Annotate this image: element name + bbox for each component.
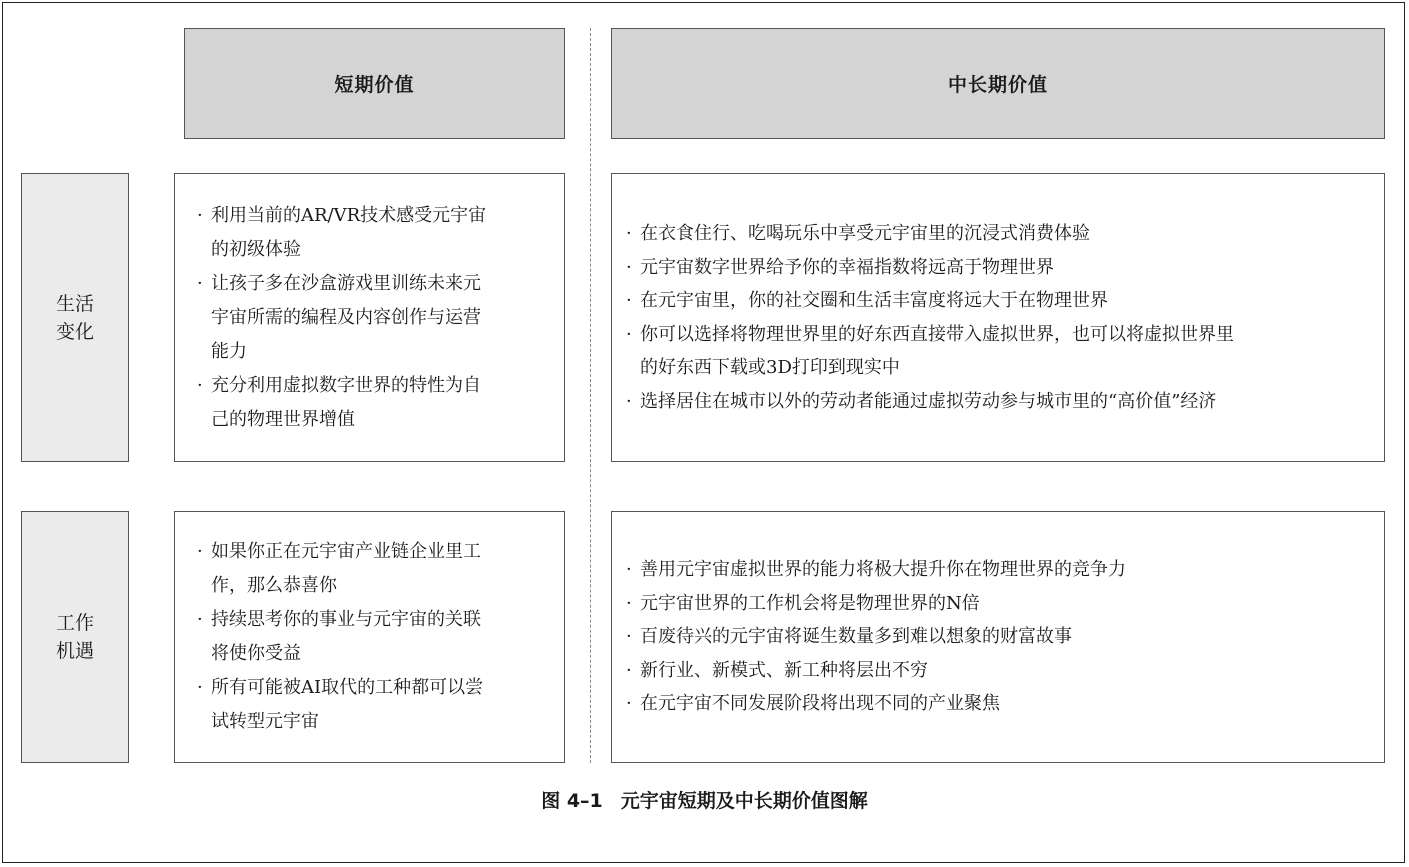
list-item: · 在元宇宙里，你的社交圈和生活丰富度将远大于在物理世界 bbox=[640, 284, 1370, 318]
list-item-continuation: 作，那么恭喜你 bbox=[211, 575, 337, 596]
cell-life-short-term bbox=[174, 173, 565, 462]
list-item: · 让孩子多在沙盒游戏里训练未来元 bbox=[211, 267, 550, 301]
list-item: · 所有可能被AI取代的工种都可以尝 bbox=[211, 671, 550, 705]
list-item: · 元宇宙世界的工作机会将是物理世界的N倍 bbox=[640, 587, 1370, 621]
list-item: · 善用元宇宙虚拟世界的能力将极大提升你在物理世界的竞争力 bbox=[640, 553, 1370, 587]
list-item: · 持续思考你的事业与元宇宙的关联 bbox=[211, 603, 550, 637]
list-item: · 你可以选择将物理世界里的好东西直接带入虚拟世界，也可以将虚拟世界里 bbox=[640, 318, 1370, 352]
list-item-continuation: 试转型元宇宙 bbox=[211, 711, 319, 732]
list-item: · 新行业、新模式、新工种将层出不穷 bbox=[640, 654, 1370, 688]
row-label-line: 变化 bbox=[55, 320, 94, 343]
list-item-continuation: 将使你受益 bbox=[211, 643, 301, 664]
bullet-list bbox=[640, 217, 1370, 418]
list-item: · 利用当前的AR/VR技术感受元宇宙 bbox=[211, 199, 550, 233]
list-item: · 充分利用虚拟数字世界的特性为自 bbox=[211, 369, 550, 403]
cell-work-short-term bbox=[174, 511, 565, 763]
bullet-list bbox=[640, 553, 1370, 721]
bullet-list bbox=[211, 199, 550, 437]
cell-work-long-term bbox=[611, 511, 1385, 763]
header-long-term: 中长期价值 bbox=[611, 28, 1385, 139]
figure-number: 图 4–1 bbox=[541, 790, 603, 812]
list-item: · 如果你正在元宇宙产业链企业里工 bbox=[211, 535, 550, 569]
list-item-continuation: 能力 bbox=[211, 340, 247, 362]
row-label-line: 生活 bbox=[55, 292, 94, 315]
list-item: · 选择居住在城市以外的劳动者能通过虚拟劳动参与城市里的“高价值”经济 bbox=[640, 385, 1370, 419]
figure-caption bbox=[0, 786, 1409, 813]
header-short-term: 短期价值 bbox=[184, 28, 565, 139]
list-item-continuation: 己的物理世界增值 bbox=[211, 408, 355, 430]
list-item: · 在元宇宙不同发展阶段将出现不同的产业聚焦 bbox=[640, 687, 1370, 721]
list-item: · 在衣食住行、吃喝玩乐中享受元宇宙里的沉浸式消费体验 bbox=[640, 217, 1370, 251]
row-label-work-opportunity bbox=[21, 511, 129, 763]
bullet-list bbox=[211, 535, 550, 739]
list-item-continuation: 的初级体验 bbox=[211, 238, 301, 260]
list-item-continuation: 的好东西下载或3D打印到现实中 bbox=[640, 357, 900, 378]
row-label-line: 工作 bbox=[55, 612, 94, 634]
row-label-life-change bbox=[21, 173, 129, 462]
cell-life-long-term bbox=[611, 173, 1385, 462]
row-label-line: 机遇 bbox=[55, 640, 94, 662]
list-item-continuation: 宇宙所需的编程及内容创作与运营 bbox=[211, 306, 481, 328]
figure-title: 元宇宙短期及中长期价值图解 bbox=[620, 790, 868, 812]
list-item: · 百废待兴的元宇宙将诞生数量多到难以想象的财富故事 bbox=[640, 620, 1370, 654]
column-divider bbox=[590, 28, 591, 763]
list-item: · 元宇宙数字世界给予你的幸福指数将远高于物理世界 bbox=[640, 251, 1370, 285]
